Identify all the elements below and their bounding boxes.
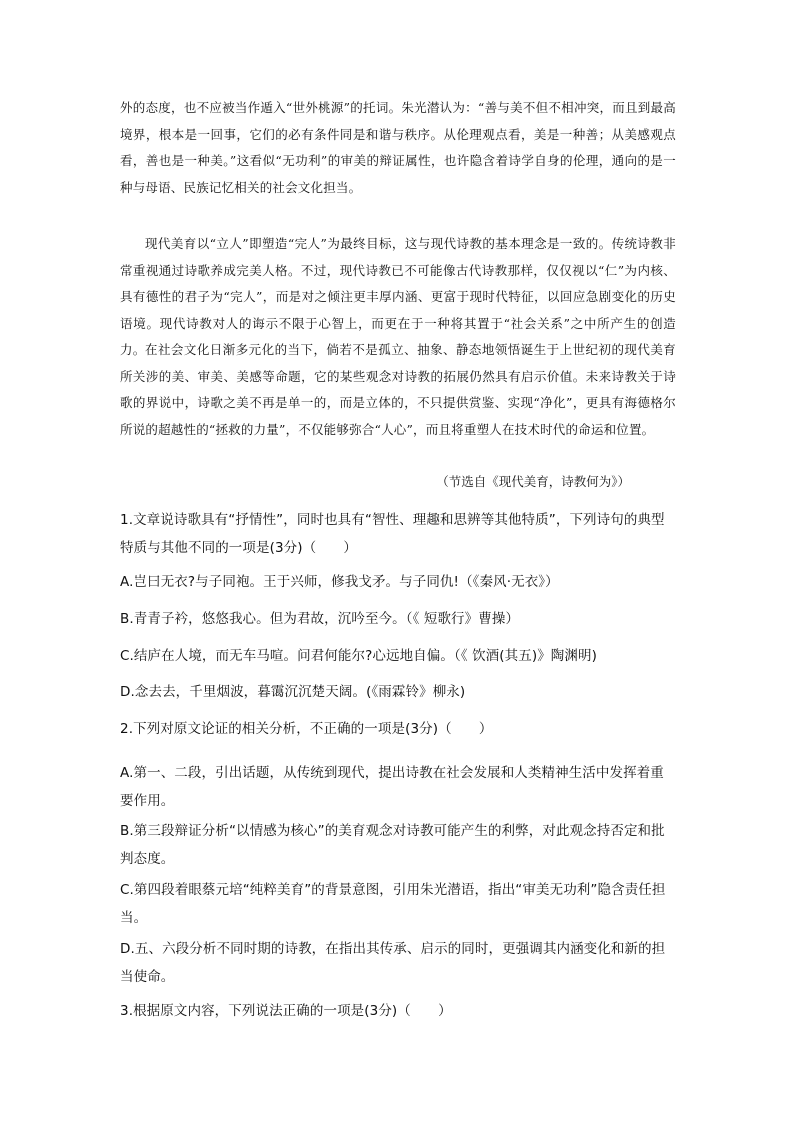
question-1-option-a: A.岂曰无衣?与子同袍。王于兴师，修我戈矛。与子同仇!（《秦风·无衣》） — [120, 574, 559, 590]
question-2-stem: 2.下列对原文论证的相关分析，不正确的一项是(3分)（ ） — [120, 721, 493, 737]
question-2-option-d: D.五、六段分析不同时期的诗教，在指出其传承、启示的同时，更强调其内涵变化和新的担当使命。 — [120, 941, 666, 985]
question-2-option-a: A.第一、二段，引出话题，从传统到现代，提出诗教在社会发展和人类精神生活中发挥着重要作用。 — [120, 765, 664, 809]
question-1-option-b: B.青青子衿，悠悠我心。但为君故，沉吟至今。（《 短歌行》曹操） — [120, 611, 520, 627]
question-2-option-c: C.第四段着眼蔡元培“纯粹美育”的背景意图，引用朱光潜语，指出“审美无功利”隐含责任担当。 — [120, 882, 666, 926]
source-citation: （节选自《现代美育，诗教何为》） — [436, 474, 630, 489]
question-3-stem: 3.根据原文内容，下列说法正确的一项是(3分)（ ） — [120, 1003, 452, 1019]
passage-paragraph-3: 在社会文化日渐多元化的当下，倘若不是孤立、抽象、静态地领悟诞生于上世纪初的现代美育所关涉的美、审美、美感等命题，它的某些观念对诗教的拓展仍然具有启示价值。未来诗教关于诗歌的界说中，诗歌之美不再是单一的，而是立体的，不只提供赏鉴、实现“净化”，更具有海德格尔所说的超越性的“拯救的力量”，不仅能够弥合“人心”，而且将重塑人在技术时代的命运和位置。 — [120, 342, 676, 437]
question-1-option-c: C.结庐在人境，而无车马喧。问君何能尔?心远地自偏。（《 饮酒(其五)》陶渊明) — [120, 648, 597, 664]
question-1-stem: 1.文章说诗歌具有“抒情性”，同时也具有“智性、理趣和思辨等其他特质”，下列诗句的典型特质与其他不同的一项是(3分)（ ） — [120, 512, 665, 556]
passage-paragraph-2: 现代美育以“立人”即塑造“完人”为最终目标，这与现代诗教的基本理念是一致的。传统诗教非常重视通过诗歌养成完美人格。不过，现代诗教已不可能像古代诗教那样，仅仅视以“仁”为内核、具有德性的君子为“完人”，而是对之倾注更丰厚内涵、更富于现时代特征，以回应急剧变化的历史语境。现代诗教对人的诲示不限于心智上，而更在于一种将其置于“社会关系”之中所产生的创造力。 — [120, 236, 676, 357]
question-2-option-b: B.第三段辩证分析“以情感为核心”的美育观念对诗教可能产生的利弊，对此观念持否定和批判态度。 — [120, 823, 665, 867]
question-1-option-d: D.念去去，千里烟波，暮霭沉沉楚天阔。(《雨霖铃》柳永) — [120, 684, 466, 700]
passage-paragraph-1: 外的态度，也不应被当作遁入“世外桃源”的托词。朱光潜认为：“善与美不但不相冲突，而且到最高境界，根本是一回事，它们的必有条件同是和谐与秩序。从伦理观点看，美是一种善；从美感观点看，善也是一种美。”这看似“无功利”的审美的辩证属性，也许隐含着诗学自身的伦理，通向的是一种与母语、民族记忆相关的社会文化担当。 — [120, 100, 676, 195]
